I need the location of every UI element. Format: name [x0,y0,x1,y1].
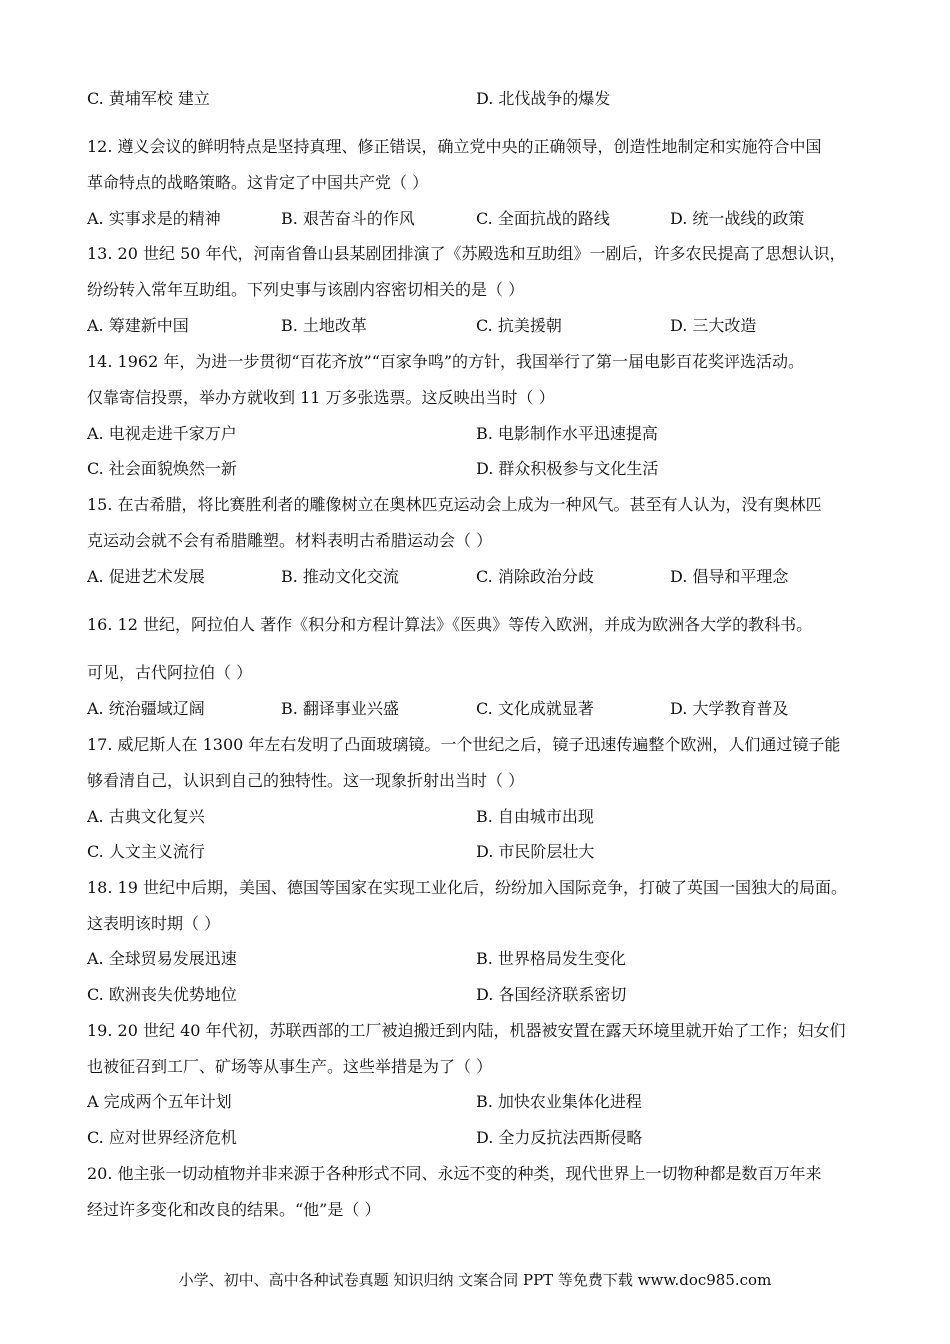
question-13-option-b: B. 土地改革 [281,316,367,335]
question-19-option-b: B. 加快农业集体化进程 [476,1092,642,1111]
question-12-line-1: 12. 遵义会议的鲜明特点是坚持真理、修正错误，确立党中央的正确领导，创造性地制定和实施符合中国 [87,137,822,156]
question-14-option-a: A. 电视走进千家万户 [87,424,237,443]
question-19-option-a: A 完成两个五年计划 [87,1092,232,1111]
question-13-option-c: C. 抗美援朝 [476,316,562,335]
question-12-line-2: 革命特点的战略策略。这肯定了中国共产党（ ） [87,173,429,192]
question-14-option-d: D. 群众积极参与文化生活 [476,459,659,478]
question-18-option-b: B. 世界格局发生变化 [476,949,626,968]
question-13-line-1: 13. 20 世纪 50 年代，河南省鲁山县某剧团排演了《苏殿选和互助组》一剧后，许多农民提高了思想认识， [87,244,846,263]
question-19-option-d: D. 全力反抗法西斯侵略 [476,1128,643,1147]
question-15-option-b: B. 推动文化交流 [281,567,399,586]
question-18-option-d: D. 各国经济联系密切 [476,985,627,1004]
question-17-option-d: D. 市民阶层壮大 [476,842,595,861]
question-15-line-1: 15. 在古希腊，将比赛胜利者的雕像树立在奥林匹克运动会上成为一种风气。甚至有人认为，没有奥林匹 [87,495,822,514]
question-19-line-2: 也被征召到工厂、矿场等从事生产。这些举措是为了（ ） [87,1057,493,1076]
question-16-option-a: A. 统治疆域辽阔 [87,699,205,718]
question-20-line-2: 经过许多变化和改良的结果。“他”是（ ） [87,1200,381,1219]
question-13-line-2: 纷纷转入常年互助组。下列史事与该剧内容密切相关的是（ ） [87,280,525,299]
question-15-option-d: D. 倡导和平理念 [670,567,789,586]
option-c-q11: C. 黄埔军校 建立 [87,89,210,108]
question-12-option-d: D. 统一战线的政策 [670,209,805,228]
question-19-option-c: C. 应对世界经济危机 [87,1128,237,1147]
question-14-line-2: 仅靠寄信投票，举办方就收到 11 万多张选票。这反映出当时（ ） [87,388,555,407]
question-17-line-1: 17. 威尼斯人在 1300 年左右发明了凸面玻璃镜。一个世纪之后，镜子迅速传遍整个欧洲，人们通过镜子能 [87,735,841,754]
question-12-option-c: C. 全面抗战的路线 [476,209,610,228]
question-17-option-a: A. 古典文化复兴 [87,807,205,826]
question-16-line-2: 可见，古代阿拉伯（ ） [87,663,253,682]
question-12-option-a: A. 实事求是的精神 [87,209,221,228]
question-13-option-d: D. 三大改造 [670,316,757,335]
question-14-option-b: B. 电影制作水平迅速提高 [476,424,658,443]
question-18-line-2: 这表明该时期（ ） [87,914,221,933]
question-15-line-2: 克运动会就不会有希腊雕塑。材料表明古希腊运动会（ ） [87,531,493,550]
question-14-option-c: C. 社会面貌焕然一新 [87,459,237,478]
question-16-option-d: D. 大学教育普及 [670,699,789,718]
question-18-option-c: C. 欧洲丧失优势地位 [87,985,237,1004]
question-16-option-c: C. 文化成就显著 [476,699,594,718]
question-18-option-a: A. 全球贸易发展迅速 [87,949,237,968]
question-17-option-c: C. 人文主义流行 [87,842,205,861]
question-13-option-a: A. 筹建新中国 [87,316,189,335]
question-15-option-c: C. 消除政治分歧 [476,567,594,586]
question-17-line-2: 够看清自己，认识到自己的独特性。这一现象折射出当时（ ） [87,771,525,790]
question-14-line-1: 14. 1962 年，为进一步贯彻“百花齐放”“百家争鸣”的方针，我国举行了第一届电影百花奖评选活动。 [87,352,805,371]
question-16-option-b: B. 翻译事业兴盛 [281,699,399,718]
question-17-option-b: B. 自由城市出现 [476,807,594,826]
option-d-q11: D. 北伐战争的爆发 [476,89,611,108]
page-footer: 小学、初中、高中各种试卷真题 知识归纳 文案合同 PPT 等免费下载 www.doc985.com [178,1271,772,1289]
question-20-line-1: 20. 他主张一切动植物并非来源于各种形式不同、永远不变的种类，现代世界上一切物种都是数百万年来 [87,1164,822,1183]
question-16-line-1: 16. 12 世纪，阿拉伯人 著作《积分和方程计算法》《医典》等传入欧洲，并成为欧洲各大学的教科书。 [87,615,813,634]
question-18-line-1: 18. 19 世纪中后期，美国、德国等国家在实现工业化后，纷纷加入国际竞争，打破了英国一国独大的局面。 [87,878,847,897]
question-15-option-a: A. 促进艺术发展 [87,567,205,586]
question-19-line-1: 19. 20 世纪 40 年代初，苏联西部的工厂被迫搬迁到内陆，机器被安置在露天环境里就开始了工作；妇女们 [87,1021,846,1040]
question-12-option-b: B. 艰苦奋斗的作风 [281,209,415,228]
